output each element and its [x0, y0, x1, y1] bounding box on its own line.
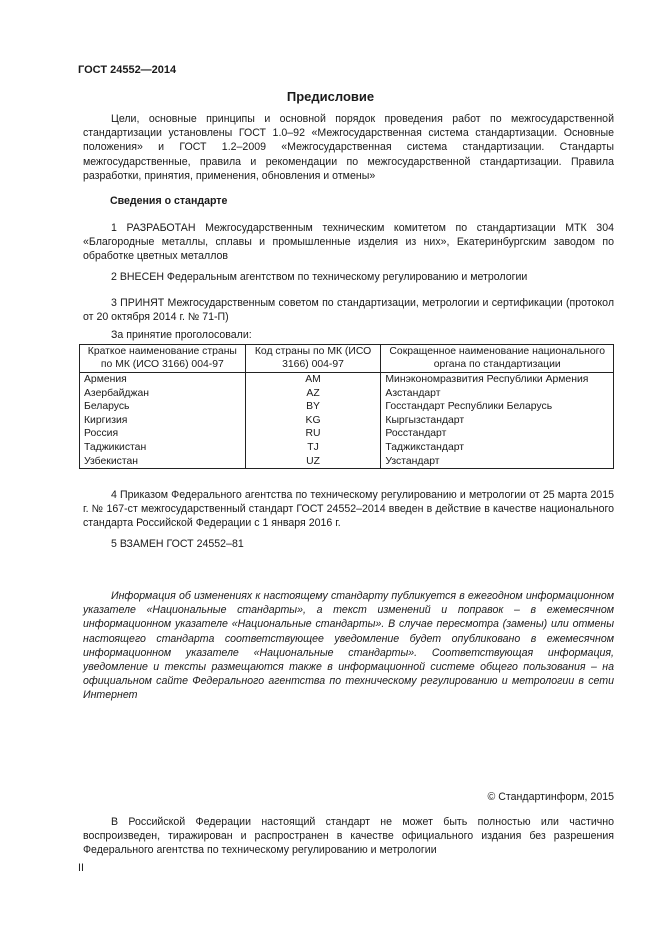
column-header-code: Код страны по МК (ИСО 3166) 004-97 [245, 345, 381, 373]
legal-notice: В Российской Федерации настоящий стандарт не может быть полностью или частично воспроизведен, тиражирован и распространен в качестве официального издания без разрешения Федерального агентства по техническому регулированию и метрологии [83, 816, 614, 857]
table-row [80, 400, 614, 414]
column-header-body: Сокращенное наименование национального органа по стандартизации [381, 345, 614, 373]
copyright: © Стандартинформ, 2015 [487, 791, 614, 803]
country-cell: Таджикистан [80, 441, 246, 455]
table-row [80, 414, 614, 428]
voting-table [79, 344, 614, 469]
column-header-country: Краткое наименование страны по МК (ИСО 3166) 004-97 [80, 345, 246, 373]
code-cell: AM [245, 373, 381, 387]
body-cell: Узстандарт [381, 455, 614, 469]
country-cell: Азербайджан [80, 387, 246, 401]
item-developed: 1 РАЗРАБОТАН Межгосударственным техническим комитетом по стандартизации МТК 304 «Благородные металлы, сплавы и промышленные изделия из них», Екатеринбургским заводом по обработке цветных металлов [83, 222, 614, 263]
country-cell: Узбекистан [80, 455, 246, 469]
table-header-row [80, 345, 614, 373]
document-code: ГОСТ 24552—2014 [78, 64, 177, 76]
country-cell: Киргизия [80, 414, 246, 428]
info-note: Информация об изменениях к настоящему стандарту публикуется в ежегодном информационном указателе «Национальные стандарты», а текст изменений и поправок – в ежемесячном информационном указателе «Национальные стандарты». В случае пересмотра (замены) или отмены настоящего стандарта соответствующее уведомление будет опубликовано в ежемесячном информационном указателе «Национальные стандарты». Соответствующая информация, уведомление и тексты размещаются также в информационной системе общего пользования – на официальном сайте Федерального агентства по техническому регулированию и метрологии в сети Интернет [83, 590, 614, 702]
body-cell: Минэкономразвития Республики Армения [381, 373, 614, 387]
table-row [80, 373, 614, 387]
item-replaces: 5 ВЗАМЕН ГОСТ 24552–81 [111, 538, 244, 550]
code-cell: TJ [245, 441, 381, 455]
section-title: Сведения о стандарте [110, 195, 228, 207]
body-cell: Азстандарт [381, 387, 614, 401]
code-cell: KG [245, 414, 381, 428]
table-row [80, 387, 614, 401]
table-row [80, 427, 614, 441]
body-cell: Госстандарт Республики Беларусь [381, 400, 614, 414]
item-adopted: 3 ПРИНЯТ Межгосударственным советом по стандартизации, метрологии и сертификации (протокол от 20 октября 2014 г. № 71-П) [83, 297, 614, 324]
item-introduced: 2 ВНЕСЕН Федеральным агентством по техническому регулированию и метрологии [111, 271, 528, 283]
code-cell: AZ [245, 387, 381, 401]
country-cell: Армения [80, 373, 246, 387]
voted-label: За принятие проголосовали: [111, 329, 252, 341]
body-cell: Кыргызстандарт [381, 414, 614, 428]
page-number: II [78, 862, 84, 874]
item-order: 4 Приказом Федерального агентства по техническому регулированию и метрологии от 25 марта 2015 г. № 167-ст межгосударственный стандарт ГОСТ 24552–2014 введен в действие в качестве национального стандарта Российской Федерации с 1 января 2016 г. [83, 489, 614, 530]
code-cell: BY [245, 400, 381, 414]
country-cell: Беларусь [80, 400, 246, 414]
page-title: Предисловие [286, 89, 375, 104]
code-cell: RU [245, 427, 381, 441]
table-row [80, 441, 614, 455]
body-cell: Росстандарт [381, 427, 614, 441]
body-cell: Таджикстандарт [381, 441, 614, 455]
code-cell: UZ [245, 455, 381, 469]
country-cell: Россия [80, 427, 246, 441]
table-row [80, 455, 614, 469]
intro-paragraph: Цели, основные принципы и основной порядок проведения работ по межгосударственной стандартизации установлены ГОСТ 1.0–92 «Межгосударственная система стандартизации. Основные положения» и ГОСТ 1.2–2009 «Межгосударственная система стандартизации. Стандарты межгосударственные, правила и рекомендации по межгосударственной стандартизации. Правила разработки, принятия, применения, обновления и отмены» [83, 113, 614, 182]
